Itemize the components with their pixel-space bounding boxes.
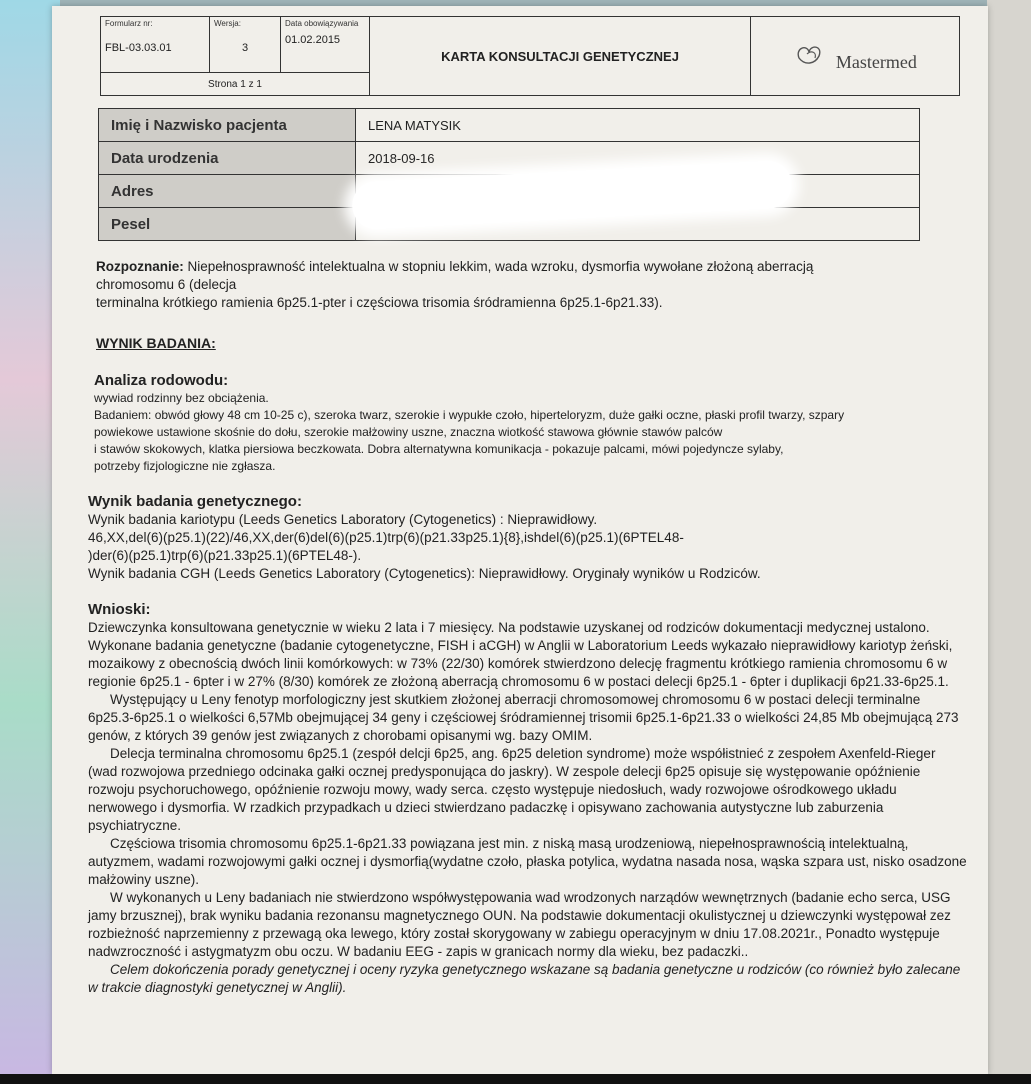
page-number: Strona 1 z 1 (101, 73, 370, 96)
genetic-line: Wynik badania kariotypu (Leeds Genetics Laboratory (Cytogenetics) : Nieprawidłowy. (88, 512, 598, 527)
patient-row-birthdate (99, 142, 920, 175)
document-body (88, 258, 968, 997)
conclusion-paragraph: Celem dokończenia porady genetycznej i oceny ryzyka genetycznego wskazane są badania genetyczne u rodziców (co również było zalecane w trakcie diagnostyki genetycznej w Anglii). (88, 962, 961, 995)
genetic-line: )der(6)(p25.1)trp(6)(p21.33p25.1)(6PTEL48-). (88, 548, 362, 563)
conclusion-paragraph: Dziewczynka konsultowana genetycznie w wieku 2 lata i 7 miesięcy. Na podstawie uzyskanej od rodziców dokumentacji medycznej ustalono. Wykonane badania genetyczne (badanie cytogenetyczne, FISH i aCGH) w Anglii w Laboratorium Leeds wykazało nieprawidłowy kariotyp żeński, mozaikowy z obecnością dwóch linii komórkowych: w 73% (22/30) komórek stwierdzono delecję fragmentu krótkiego ramienia chromosomu 6 w regionie 6p25.1 - 6pter i w 27% (8/30) komórek ze złożoną aberracją chromosomu 6 w postaci delecji 6p25.1 - 6pter i duplikacji 6p21.33-6p25.1. (88, 620, 953, 689)
document-title: KARTA KONSULTACJI GENETYCZNEJ (370, 17, 751, 96)
conclusions-section (88, 601, 968, 997)
effective-date-label: Data obowiązywania (285, 19, 359, 28)
effective-date-value: 01.02.2015 (285, 34, 341, 46)
conclusions-heading: Wnioski: (88, 601, 151, 618)
conclusion-paragraph: Delecja terminalna chromosomu 6p25.1 (zespół delcji 6p25, ang. 6p25 deletion syndrome) może współistnieć z zespołem Axenfeld-Rieger (wad rozwojowa przedniego odcinaka gałki ocznej predysponująca do jaskry). W zespole delecji 6p25 opisuje się występowanie opóźnienie rozwoju psychoruchowego, opóźnienie rozwoju mowy, wady serca. często występuje niedosłuch, wady rozwojowe ośrodkowego układu nerwowego i dysmorfia. W rzadkich przypadkach u dzieci stwierdzano padaczkę i opisywano zachowania autystyczne lub zaburzenia psychiatryczne. (88, 746, 936, 833)
version-label: Wersja: (214, 19, 241, 28)
genetic-line: Wynik badania CGH (Leeds Genetics Laboratory (Cytogenetics): Nieprawidłowy. Oryginały wyników u Rodziców. (88, 566, 761, 581)
form-header-table (100, 16, 960, 96)
diagnosis-label: Rozpoznanie: (96, 259, 184, 274)
result-heading: WYNIK BADANIA: (96, 335, 216, 351)
pedigree-line: i stawów skokowych, klatka piersiowa beczkowata. Dobra alternatywna komunikacja - pokazuje palcami, mówi pojedyncze sylaby, (94, 442, 784, 456)
diagnosis-line-2: chromosomu 6 (delecja (96, 277, 237, 292)
diagnosis (96, 258, 968, 312)
pedigree-section (94, 372, 968, 475)
conclusion-paragraph: Występujący u Leny fenotyp morfologiczny jest skutkiem złożonej aberracji chromosomowej chromosomu 6 w postaci delecji terminalne 6p25.3-6p25.1 o wielkości 6,57Mb obejmującej 34 geny i częściowej śródramiennej trisomii 6p25.1-6p21.33 o wielkości 24,85 Mb obejmującą 273 genów, z których 39 genów jest związanych z chorobami opisanymi wg. bazy OMIM. (88, 692, 959, 743)
pedigree-line: powiekowe ustawione skośnie do dołu, szerokie małżowiny uszne, znaczna wiotkość stawowa głównie stawów palców (94, 425, 723, 439)
birthdate-value: 2018-09-16 (356, 142, 920, 175)
genetic-heading: Wynik badania genetycznego: (88, 493, 302, 510)
form-number-label: Formularz nr: (105, 19, 153, 28)
patient-row-name (99, 109, 920, 142)
pedigree-heading: Analiza rodowodu: (94, 372, 229, 389)
patient-name-label: Imię i Nazwisko pacjenta (99, 109, 356, 142)
version-cell (210, 17, 281, 73)
logo-text: Mastermed (835, 51, 917, 72)
pesel-label: Pesel (99, 208, 356, 241)
pedigree-line: wywiad rodzinny bez obciążenia. (94, 391, 269, 405)
diagnosis-line-3: terminalna krótkiego ramienia 6p25.1-pter i częściowa trisomia śródramienna 6p25.1-6p21.33). (96, 295, 663, 310)
background-bottom (0, 1074, 1031, 1084)
pedigree-line: potrzeby fizjologiczne nie zgłasza. (94, 459, 276, 473)
background-surface (987, 0, 1031, 1084)
form-number-value: FBL-03.03.01 (105, 42, 172, 54)
version-value: 3 (241, 42, 249, 54)
patient-name-value: LENA MATYSIK (356, 109, 920, 142)
background-blanket (0, 0, 60, 1084)
document-sheet (52, 6, 988, 1074)
logo-cell (751, 17, 960, 96)
birthdate-label: Data urodzenia (99, 142, 356, 175)
genetic-line: 46,XX,del(6)(p25.1)(22)/46,XX,der(6)del(6)(p25.1)trp(6)(p21.33p25.1){8},ishdel(6)(p25.1)(6PTEL48- (88, 530, 684, 545)
conclusion-paragraph: Częściowa trisomia chromosomu 6p25.1-6p21.33 powiązana jest min. z niską masą urodzeniową, niepełnosprawnością intelektualną, autyzmem, wadami rozwojowymi gałki ocznej i dysmorfią(wydatne czoło, płaska potylica, wydatna nasada nosa, wąska szpara ust, nisko osadzone małżowiny uszne). (88, 836, 967, 887)
mastermed-logo-icon (793, 40, 833, 68)
effective-date-cell (281, 17, 370, 73)
address-label: Adres (99, 175, 356, 208)
conclusion-paragraph: W wykonanych u Leny badaniach nie stwierdzono współwystępowania wad wrodzonych narządów wewnętrznych (badanie echo serca, USG jamy brzusznej), brak wyniku badania rezonansu magnetycznego OUN. Na podstawie dokumentacji okulistycznej u dziewczynki występował zez rozbieżność naprzemienny z przewagą oka lewego, który został skorygowany w zabiegu operacyjnym w dniu 17.08.2021r., Ponadto występuje nadwzroczność i astygmatyzm obu oczu. W badaniu EEG - zapis w granicach normy dla wieku, bez padaczki.. (88, 890, 951, 959)
form-number-cell (101, 17, 210, 73)
genetic-section (88, 493, 968, 583)
pedigree-line: Badaniem: obwód głowy 48 cm 10-25 c), szeroka twarz, szerokie i wypukłe czoło, hiperteloryzm, duże gałki oczne, płaski profil twarzy, szpary (94, 408, 845, 422)
diagnosis-line-1: Niepełnosprawność intelektualna w stopniu lekkim, wada wzroku, dysmorfia wywołane złożoną aberracją (187, 259, 814, 274)
